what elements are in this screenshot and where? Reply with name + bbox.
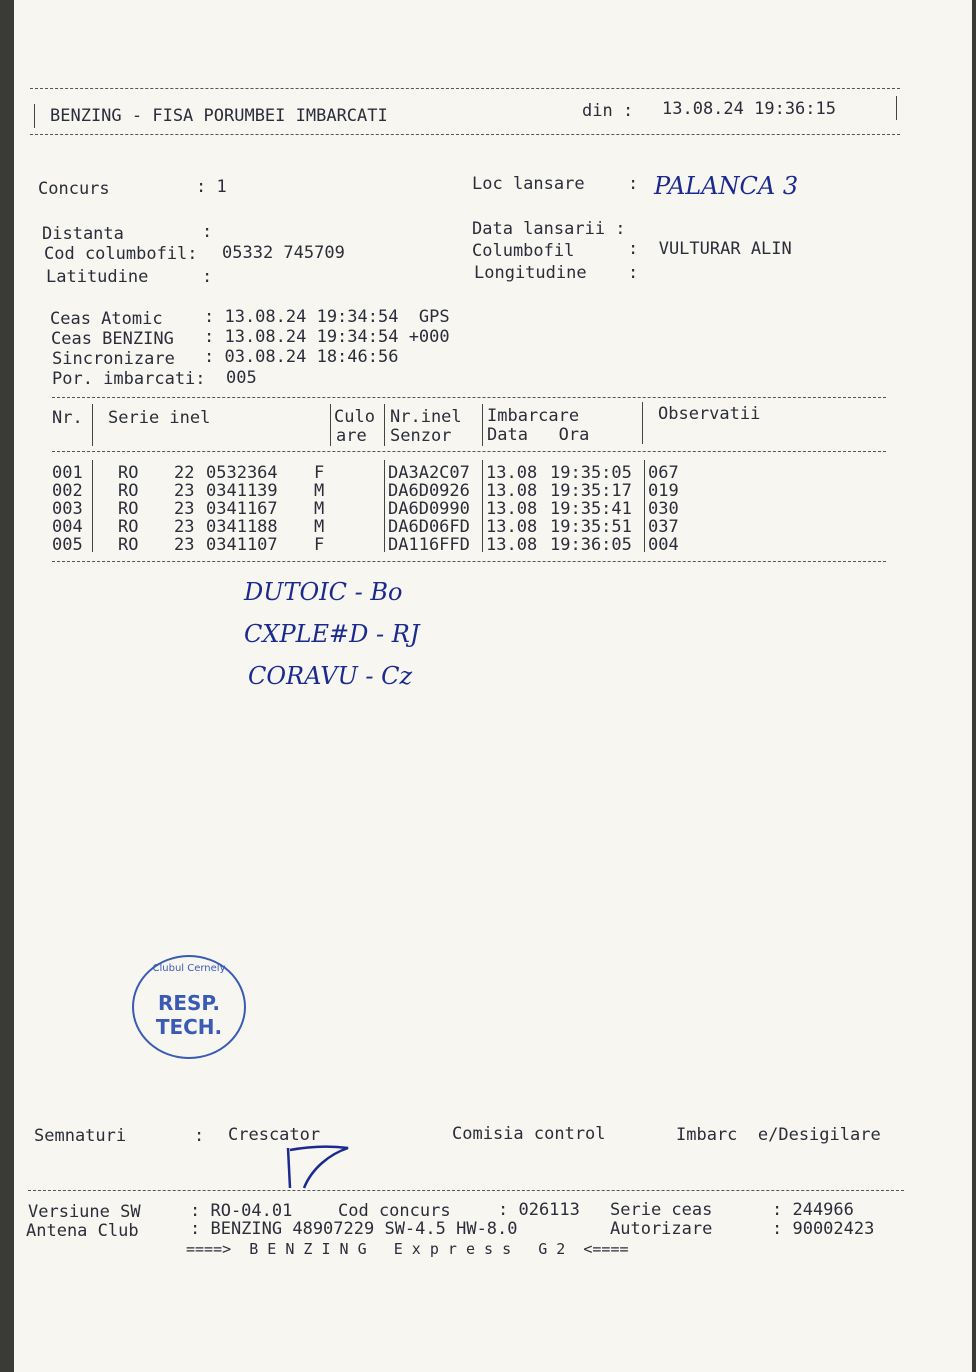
cell-obs: 030 — [648, 499, 679, 519]
cell-inel: 0341107 — [206, 535, 278, 555]
col-header-culoare-1: Culo — [334, 407, 375, 427]
col-divider — [92, 460, 93, 552]
col-header-observatii: Observatii — [658, 404, 761, 424]
longitudine-label: Longitudine — [474, 263, 587, 283]
col-header-culoare-2: are — [336, 426, 367, 446]
ceas-benzing-label: Ceas BENZING — [51, 329, 174, 349]
cell-nr: 002 — [52, 481, 83, 501]
footer-rule — [28, 1190, 904, 1191]
cell-tara: RO — [118, 499, 139, 519]
benzing-express-banner: ====> B E N Z I N G E x p r e s s G 2 <==== — [186, 1240, 629, 1258]
cell-obs: 019 — [648, 481, 679, 501]
cell-data: 13.08 — [486, 517, 538, 537]
antena-club-value: : BENZING 48907229 SW-4.5 HW-8.0 — [190, 1219, 518, 1239]
cell-an: 22 — [174, 463, 195, 483]
cell-sex: M — [314, 517, 325, 537]
sincronizare-label: Sincronizare — [52, 349, 175, 369]
resp-tech-stamp — [132, 955, 246, 1059]
cell-nr: 004 — [52, 517, 83, 537]
handwritten-note: CXPLE#D - RJ — [244, 620, 420, 648]
table-row — [14, 535, 972, 553]
cell-senzor: DA6D0990 — [388, 499, 470, 519]
cell-data: 13.08 — [486, 481, 538, 501]
col-divider — [384, 460, 385, 552]
autorizare-label: Autorizare — [610, 1219, 713, 1239]
cell-sex: M — [314, 481, 325, 501]
distanta-sep: : — [202, 222, 213, 242]
table-row — [14, 499, 972, 517]
cell-senzor: DA3A2C07 — [388, 463, 470, 483]
cell-sex: F — [314, 463, 325, 483]
cell-inel: 0341167 — [206, 499, 278, 519]
header-bottom-rule — [30, 134, 900, 135]
imbarcati-label: Por. imbarcati: — [52, 369, 206, 389]
data-lansarii-label: Data lansarii : — [472, 219, 626, 239]
col-header-serie: Serie inel — [108, 408, 211, 428]
handwritten-note: DUTOIC - Bo — [244, 578, 403, 606]
table-row — [14, 517, 972, 535]
ceas-atomic-label: Ceas Atomic — [50, 309, 163, 329]
concurs-value: : 1 — [196, 177, 227, 197]
table-row — [14, 463, 972, 481]
col-divider — [642, 402, 643, 444]
cell-ora: 19:35:17 — [550, 481, 632, 501]
cell-inel: 0341188 — [206, 517, 278, 537]
cell-obs: 037 — [648, 517, 679, 537]
col-divider — [482, 460, 483, 552]
cell-data: 13.08 — [486, 499, 538, 519]
cell-tara: RO — [118, 481, 139, 501]
cell-ora: 19:35:05 — [550, 463, 632, 483]
latitudine-sep: : — [202, 267, 213, 287]
serie-ceas-label: Serie ceas — [610, 1200, 713, 1220]
stamp-ring-text: Clubul Cernely — [152, 963, 226, 974]
col-divider — [644, 460, 645, 552]
semnaturi-label: Semnaturi — [34, 1126, 127, 1146]
cell-sex: F — [314, 535, 325, 555]
loc-lansare-handwritten: PALANCA 3 — [654, 172, 799, 200]
cell-nr: 001 — [52, 463, 83, 483]
columbofil-value: : VULTURAR ALIN — [628, 239, 792, 259]
cell-obs: 004 — [648, 535, 679, 555]
autorizare-value: : 90002423 — [772, 1219, 875, 1239]
table-bottom-rule — [52, 561, 886, 562]
imbarcati-value: 005 — [226, 368, 257, 388]
header-date-label: din : — [582, 101, 634, 121]
ceas-atomic-value: : 13.08.24 19:34:54 GPS — [204, 307, 450, 327]
cell-data: 13.08 — [486, 463, 538, 483]
cod-columbofil-label: Cod columbofil: — [44, 244, 198, 264]
header-title: BENZING - FISA PORUMBEI IMBARCATI — [50, 106, 388, 126]
versiune-sw-value: : RO-04.01 — [190, 1201, 293, 1221]
cell-an: 23 — [174, 499, 195, 519]
header-top-rule — [30, 88, 900, 89]
crescator-label: Crescator — [228, 1125, 321, 1145]
col-divider — [92, 404, 93, 446]
table-header-rule — [52, 451, 886, 452]
header-left-bar — [34, 104, 35, 128]
cell-ora: 19:35:41 — [550, 499, 632, 519]
cell-senzor: DA6D0926 — [388, 481, 470, 501]
serie-ceas-value: : 244966 — [772, 1200, 854, 1220]
table-top-rule — [52, 397, 886, 398]
concurs-label: Concurs — [38, 179, 110, 199]
header-date-value: 13.08.24 19:36:15 — [662, 99, 836, 119]
cell-an: 23 — [174, 481, 195, 501]
antena-club-label: Antena Club — [26, 1221, 139, 1241]
cod-columbofil-value: 05332 745709 — [222, 243, 345, 263]
col-header-imbarcare-1: Imbarcare — [487, 406, 580, 426]
cell-an: 23 — [174, 517, 195, 537]
loc-lansare-sep: : — [628, 174, 639, 194]
cell-tara: RO — [118, 517, 139, 537]
imbarcare-desigilare-label: Imbarc e/Desigilare — [676, 1125, 881, 1145]
ceas-benzing-value: : 13.08.24 19:34:54 +000 — [204, 327, 450, 347]
col-header-imbarcare-2: Data Ora — [487, 425, 590, 445]
cell-tara: RO — [118, 535, 139, 555]
stamp-line-1: RESP. — [157, 991, 221, 1015]
cod-concurs-value: : 026113 — [498, 1200, 580, 1220]
comisia-control-label: Comisia control — [452, 1124, 606, 1144]
cell-inel: 0341139 — [206, 481, 278, 501]
cell-data: 13.08 — [486, 535, 538, 555]
loc-lansare-label: Loc lansare — [472, 174, 585, 194]
table-row — [14, 481, 972, 499]
cell-nr: 003 — [52, 499, 83, 519]
longitudine-sep: : — [628, 263, 639, 283]
versiune-sw-label: Versiune SW — [28, 1202, 141, 1222]
cell-nr: 005 — [52, 535, 83, 555]
handwritten-note: CORAVU - Cz — [248, 662, 413, 690]
document-sheet — [14, 0, 972, 1372]
semnaturi-sep: : — [194, 1126, 205, 1146]
col-header-nrinel-2: Senzor — [390, 426, 452, 446]
latitudine-label: Latitudine — [46, 267, 149, 287]
columbofil-label: Columbofil — [472, 241, 575, 261]
cell-ora: 19:35:51 — [550, 517, 632, 537]
cell-sex: M — [314, 499, 325, 519]
cell-obs: 067 — [648, 463, 679, 483]
cell-an: 23 — [174, 535, 195, 555]
cell-tara: RO — [118, 463, 139, 483]
stamp-line-2: TECH. — [155, 1015, 223, 1039]
cell-senzor: DA6D06FD — [388, 517, 470, 537]
col-divider — [384, 404, 385, 446]
crescator-signature — [282, 1142, 354, 1194]
distanta-label: Distanta — [42, 224, 124, 244]
cell-inel: 0532364 — [206, 463, 278, 483]
col-header-nr: Nr. — [52, 408, 83, 428]
col-header-nrinel-1: Nr.inel — [390, 407, 462, 427]
cod-concurs-label: Cod concurs — [338, 1201, 451, 1221]
header-right-bar — [896, 96, 897, 120]
col-divider — [482, 404, 483, 446]
col-divider — [330, 404, 331, 446]
cell-senzor: DA116FFD — [388, 535, 470, 555]
sincronizare-value: : 03.08.24 18:46:56 — [204, 347, 399, 367]
cell-ora: 19:36:05 — [550, 535, 632, 555]
